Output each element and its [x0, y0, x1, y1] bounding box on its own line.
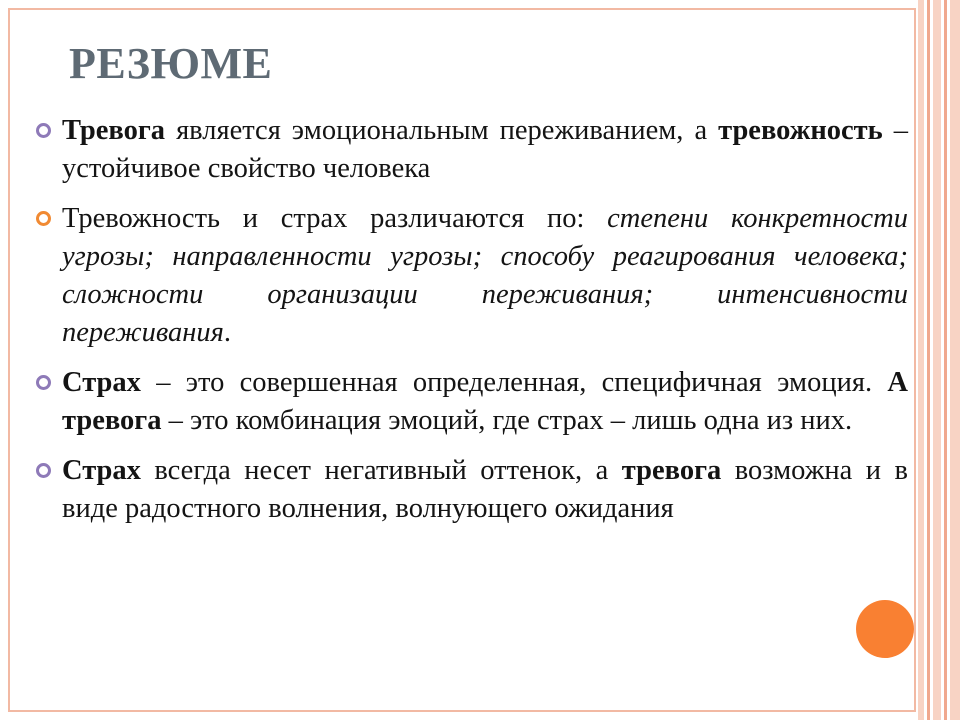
bold-term: Страх: [62, 455, 141, 486]
bullet-list: [32, 112, 908, 540]
bullet-text: всегда несет негативный оттенок, а: [140, 455, 622, 486]
stripe: [933, 0, 941, 720]
bold-term: тревога: [621, 455, 722, 486]
italic-list: степени конкретности угрозы; направленности угрозы; способу реагирования человека; сложности организации переживания; интенсивности переживания: [62, 203, 908, 348]
bold-term: Страх: [62, 367, 141, 398]
bullet-text: Тревожность и страх различаются по:: [62, 203, 608, 234]
ring-bullet-icon: [36, 375, 51, 390]
decorative-stripes: [918, 0, 960, 720]
bullet-text: .: [223, 317, 232, 348]
bullet-text: возможна и в виде радостного волнения, волнующего ожидания: [62, 455, 908, 524]
slide-title: РЕЗЮМЕ: [69, 39, 273, 88]
bullet-item: [32, 452, 908, 528]
bold-term: тревожность: [718, 115, 883, 146]
bullet-text: – устойчивое свойство человека: [62, 115, 909, 184]
stripe: [950, 0, 960, 720]
stripe: [927, 0, 930, 720]
bold-term: А тревога: [62, 367, 908, 436]
bullet-text: – это комбинация эмоций, где страх – лишь одна из них.: [161, 405, 853, 436]
stripe: [944, 0, 947, 720]
bullet-item: [32, 200, 908, 352]
bullet-text: является эмоциональным переживанием, а: [165, 115, 719, 146]
stripe: [918, 0, 924, 720]
bullet-item: [32, 112, 908, 188]
bold-term: Тревога: [62, 115, 166, 146]
orange-circle-icon: [856, 600, 914, 658]
ring-bullet-icon: [36, 211, 51, 226]
ring-bullet-icon: [36, 123, 51, 138]
ring-bullet-icon: [36, 463, 51, 478]
bullet-text: – это совершенная определенная, специфичная эмоция.: [140, 367, 888, 398]
bullet-item: [32, 364, 908, 440]
